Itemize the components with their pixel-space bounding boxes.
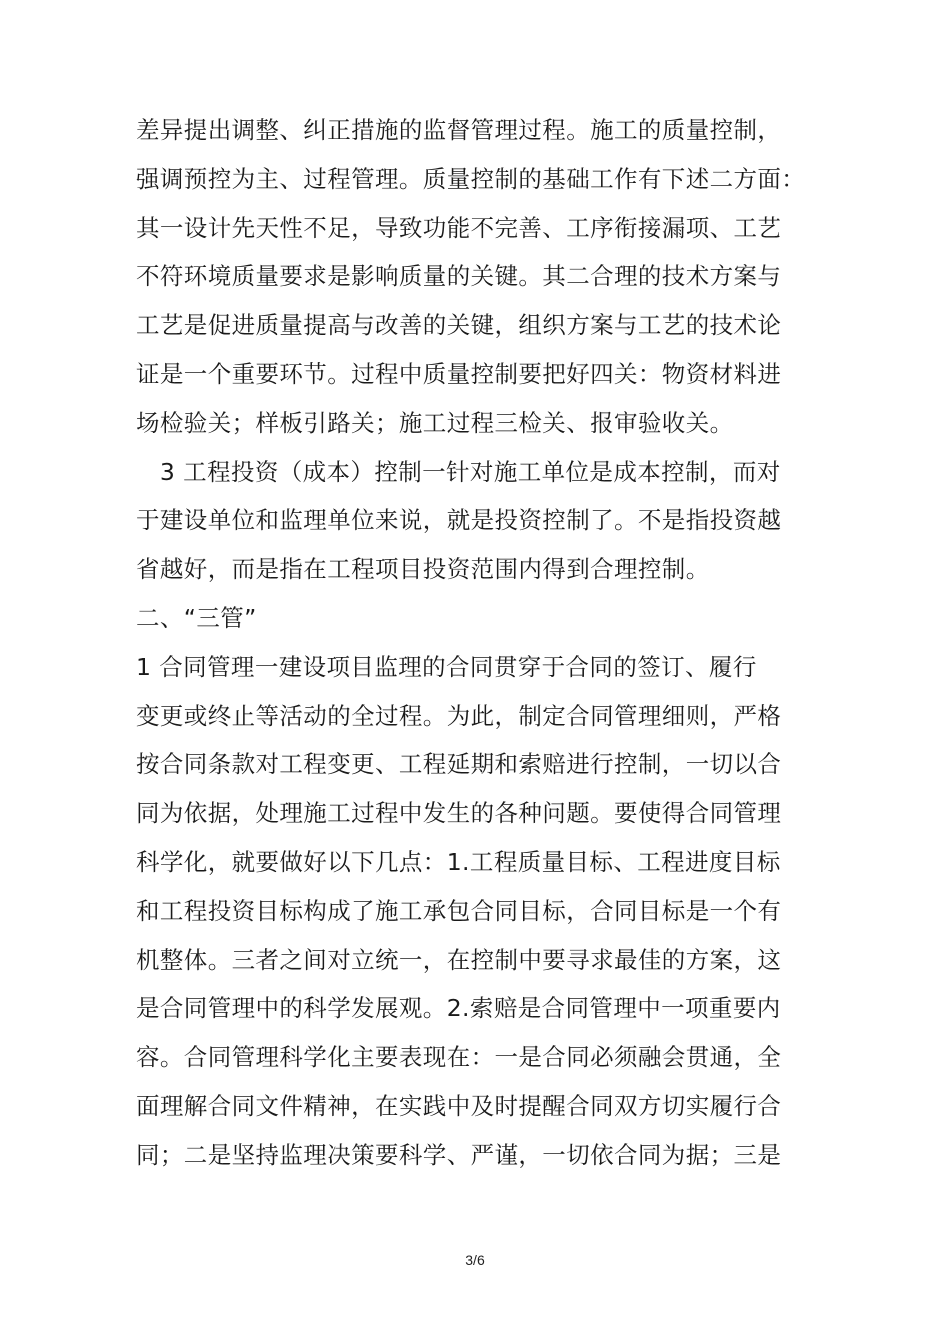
text-line: 省越好，而是指在工程项目投资范围内得到合理控制。 bbox=[136, 555, 710, 584]
text-line: 其一设计先天性不足，导致功能不完善、工序衔接漏项、工艺 bbox=[136, 213, 782, 242]
text-line: 是合同管理中的科学发展观。2.索赔是合同管理中一项重要内 bbox=[136, 994, 781, 1023]
text-line: 科学化，就要做好以下几点：1.工程质量目标、工程进度目标 bbox=[136, 847, 781, 876]
text-line: 不符环境质量要求是影响质量的关键。其二合理的技术方案与 bbox=[136, 262, 782, 291]
text-line: 3 工程投资（成本）控制一针对施工单位是成本控制，而对 bbox=[136, 457, 781, 486]
text-line: 场检验关；样板引路关；施工过程三检关、报审验收关。 bbox=[136, 408, 734, 437]
page-number: 3/6 bbox=[465, 1252, 485, 1268]
text-line: 同为依据，处理施工过程中发生的各种问题。要使得合同管理 bbox=[136, 799, 782, 828]
text-line: 强调预控为主、过程管理。质量控制的基础工作有下述二方面： bbox=[136, 164, 806, 193]
text-line: 同；二是坚持监理决策要科学、严谨，一切依合同为据；三是 bbox=[136, 1140, 782, 1169]
text-line: 和工程投资目标构成了施工承包合同目标，合同目标是一个有 bbox=[136, 896, 782, 925]
text-line: 工艺是促进质量提高与改善的关键，组织方案与工艺的技术论 bbox=[136, 311, 782, 340]
text-line: 差异提出调整、纠正措施的监督管理过程。施工的质量控制， bbox=[136, 116, 782, 144]
text-line: 变更或终止等活动的全过程。为此，制定合同管理细则，严格 bbox=[136, 701, 782, 730]
section-heading: 二、“三管” bbox=[136, 603, 257, 632]
text-line: 1 合同管理一建设项目监理的合同贯穿于合同的签订、履行 bbox=[136, 652, 757, 681]
text-line: 证是一个重要环节。过程中质量控制要把好四关：物资材料进 bbox=[136, 359, 782, 388]
body-text bbox=[136, 106, 836, 1180]
text-line: 机整体。三者之间对立统一，在控制中要寻求最佳的方案，这 bbox=[136, 945, 782, 974]
text-line: 于建设单位和监理单位来说，就是投资控制了。不是指投资越 bbox=[136, 506, 782, 535]
text-line: 按合同条款对工程变更、工程延期和索赔进行控制，一切以合 bbox=[136, 750, 782, 779]
text-line: 面理解合同文件精神，在实践中及时提醒合同双方切实履行合 bbox=[136, 1091, 782, 1120]
text-line: 容。合同管理科学化主要表现在：一是合同必须融会贯通，全 bbox=[136, 1043, 782, 1072]
